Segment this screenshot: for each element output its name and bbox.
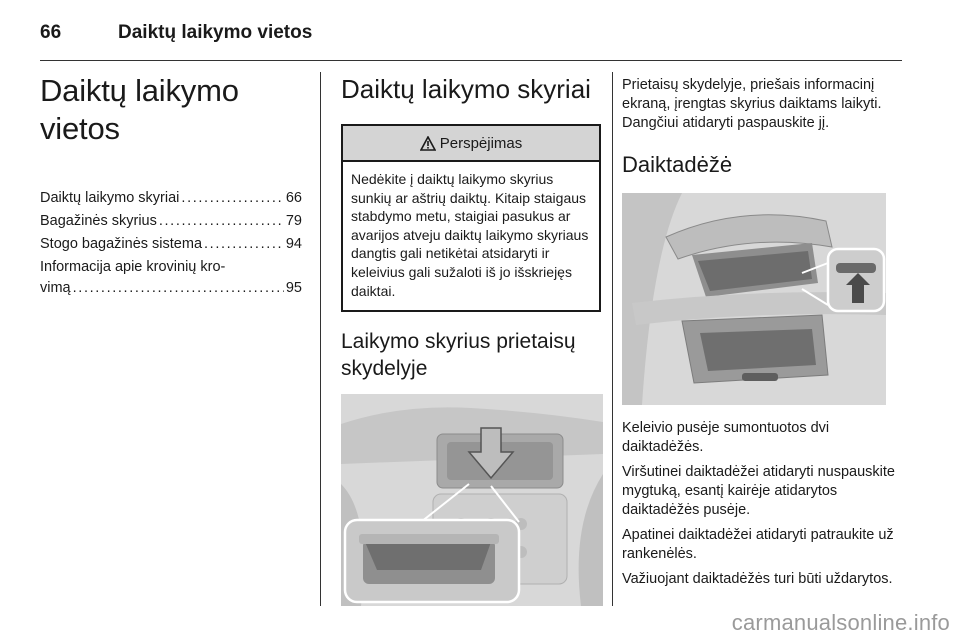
intro-paragraph: Prietaisų skydelyje, priešais informacinį ekraną, įrengtas skyrius daiktams laikyti. Dangčiui atidaryti paspauskite jį. bbox=[622, 77, 882, 131]
toc-entry[interactable] bbox=[40, 257, 302, 299]
chapter-title: Daiktų laikymo vietos bbox=[40, 73, 239, 146]
site-watermark: carmanualsonline.info bbox=[731, 610, 950, 635]
page-header bbox=[40, 14, 920, 54]
toc-entry[interactable] bbox=[40, 188, 302, 209]
toc-entry-label: Stogo bagažinės sistema bbox=[40, 236, 203, 252]
paragraph: Apatinei daiktadėžei atidaryti patraukite už rankenėlės. bbox=[622, 527, 894, 562]
dashboard-storage-illustration bbox=[341, 394, 603, 606]
warning-text: Nedėkite į daiktų laikymo skyrius sunkių ar aštrių daiktų. Kitaip staigaus stabdymo metu, staigiai pasukus ar avarijos atveju daiktų laikymo skyriaus dangtis gali netikėtai atsidaryti ir keleivius gali sužaloti iš jo išskriejęs daiktai. bbox=[351, 171, 589, 299]
header-rule bbox=[40, 60, 902, 61]
subsection-title: Laikymo skyrius prietaisų skydelyje bbox=[341, 330, 576, 381]
chapter-toc-column bbox=[40, 72, 302, 301]
section-title: Daiktų laikymo skyriai bbox=[341, 74, 591, 104]
warning-header bbox=[343, 126, 599, 162]
paragraph: Viršutinei daiktadėžei atidaryti nuspauskite mygtuką, esantį kairėje atidarytos daiktadėžės pusėje. bbox=[622, 464, 895, 518]
toc-entry-page: 79 bbox=[285, 213, 302, 229]
toc-entry[interactable] bbox=[40, 234, 302, 255]
warning-triangle-icon bbox=[420, 136, 436, 151]
page-number: 66 bbox=[40, 22, 62, 43]
running-title: Daiktų laikymo vietos bbox=[118, 22, 313, 43]
toc-entry-label: Bagažinės skyrius bbox=[40, 213, 157, 229]
paragraph: Keleivio pusėje sumontuotos dvi daiktadėžės. bbox=[622, 420, 830, 455]
subsection-title: Daiktadėžė bbox=[622, 152, 733, 177]
warning-box bbox=[341, 124, 601, 312]
toc-list bbox=[40, 188, 302, 299]
toc-leader-dots bbox=[181, 188, 283, 209]
paragraph: Važiuojant daiktadėžės turi būti uždarytos. bbox=[622, 571, 893, 587]
toc-entry[interactable] bbox=[40, 211, 302, 232]
toc-leader-dots bbox=[159, 211, 284, 232]
section-column bbox=[341, 72, 601, 606]
toc-entry-label-line2: vimą bbox=[40, 280, 71, 296]
toc-entry-page: 94 bbox=[285, 236, 302, 252]
toc-entry-page: 66 bbox=[285, 190, 302, 206]
toc-leader-dots bbox=[73, 278, 284, 299]
toc-leader-dots bbox=[204, 234, 284, 255]
column-divider-2 bbox=[612, 72, 613, 606]
glovebox-illustration bbox=[622, 193, 886, 405]
warning-heading: Perspėjimas bbox=[439, 134, 523, 152]
toc-entry-page: 95 bbox=[285, 280, 302, 296]
toc-entry-label-line1: Informacija apie krovinių kro- bbox=[40, 259, 226, 275]
right-column bbox=[622, 76, 902, 595]
toc-entry-label: Daiktų laikymo skyriai bbox=[40, 190, 180, 206]
column-divider-1 bbox=[320, 72, 321, 606]
